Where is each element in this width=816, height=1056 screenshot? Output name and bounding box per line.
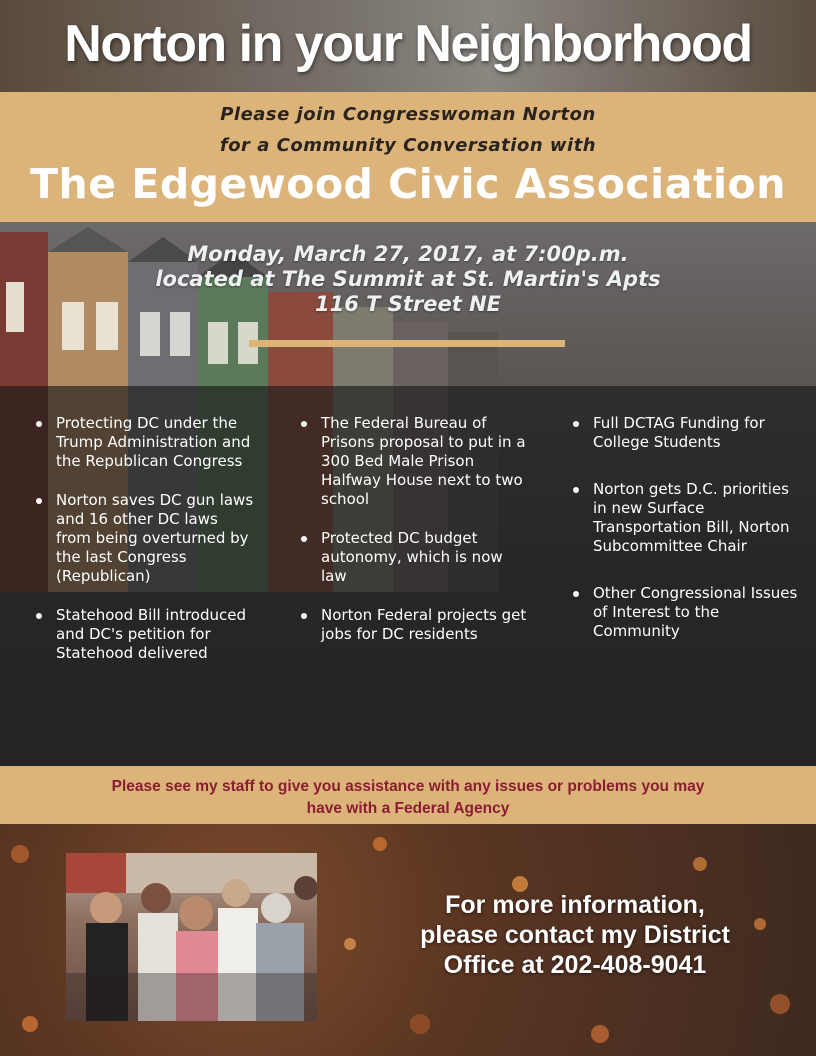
topics-column-2 bbox=[299, 414, 531, 664]
staff-note: Please see my staff to give you assistance with any issues or problems you may have with a Federal Agency bbox=[111, 778, 705, 817]
contact-line-3: Office at 202-408-9041 bbox=[443, 951, 707, 979]
list-item: Norton saves DC gun laws and 16 other DC laws from being overturned by the last Congress (Republican) bbox=[34, 491, 254, 586]
invitation-line-2: for a Community Conversation with bbox=[219, 135, 597, 156]
contact-line-2: please contact my District bbox=[420, 921, 730, 949]
list-item: Norton Federal projects get jobs for DC residents bbox=[299, 606, 531, 644]
organization-name: The Edgewood Civic Association bbox=[30, 160, 786, 208]
list-item: Norton gets D.C. priorities in new Surface Transportation Bill, Norton Subcommittee Chair bbox=[571, 480, 803, 556]
event-address: 116 T Street NE bbox=[314, 292, 502, 316]
list-item: Statehood Bill introduced and DC's petition for Statehood delivered bbox=[34, 606, 254, 663]
contact-line-1: For more information, bbox=[445, 891, 705, 919]
list-item: Protected DC budget autonomy, which is now law bbox=[299, 529, 531, 586]
topics-column-3 bbox=[571, 414, 803, 661]
contact-info bbox=[380, 890, 770, 980]
page-title: Norton in your Neighborhood bbox=[64, 15, 752, 73]
community-photo bbox=[66, 853, 317, 1021]
list-item: Protecting DC under the Trump Administration and the Republican Congress bbox=[34, 414, 254, 471]
list-item: Full DCTAG Funding for College Students bbox=[571, 414, 803, 452]
section-divider bbox=[249, 340, 565, 347]
topics-column-1 bbox=[34, 414, 254, 683]
list-item: The Federal Bureau of Prisons proposal to put in a 300 Bed Male Prison Halfway House next to two school bbox=[299, 414, 531, 509]
invitation-line-1: Please join Congresswoman Norton bbox=[220, 104, 596, 125]
event-date: Monday, March 27, 2017, at 7:00p.m. bbox=[187, 242, 629, 266]
event-location: located at The Summit at St. Martin's Apts bbox=[155, 267, 661, 291]
list-item: Other Congressional Issues of Interest to the Community bbox=[571, 584, 803, 641]
crowd-photo-illustration bbox=[66, 853, 317, 1021]
